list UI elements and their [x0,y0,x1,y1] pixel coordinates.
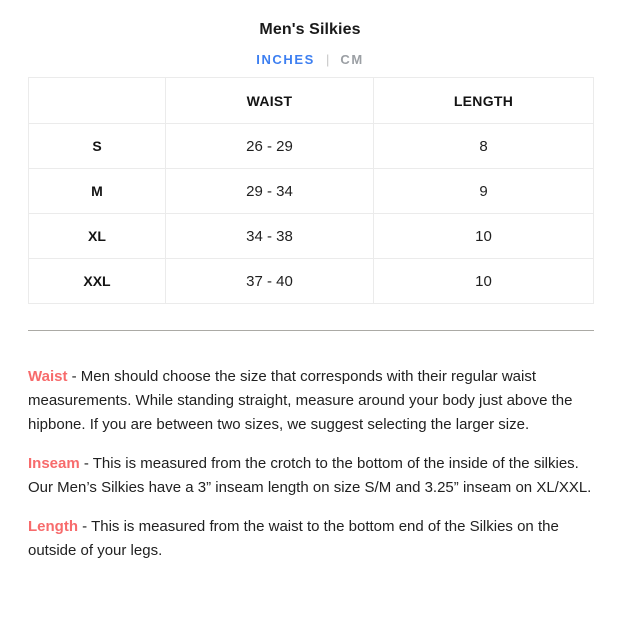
table-header-row [29,78,594,124]
table-row [29,259,594,304]
waist-description [28,365,593,437]
waist-description-text: - Men should choose the size that corresponds with their regular waist measurements. While standing straight, measure around your body just above the hipbone. If you are between two sizes, we suggest selecting the larger size. [28,368,573,433]
unit-tab-cm[interactable]: CM [340,52,364,67]
size-cell: XL [29,214,166,259]
measurement-descriptions [28,365,593,563]
page-title: Men's Silkies [259,21,361,38]
length-description [28,515,593,563]
size-table [28,77,594,304]
length-cell: 9 [374,169,594,214]
length-cell: 10 [374,259,594,304]
table-row [29,169,594,214]
waist-term-label: Waist [28,368,68,385]
unit-toggle-separator: | [325,52,330,67]
header-cell-size [29,78,166,124]
length-term-label: Length [28,518,78,535]
unit-tab-inches[interactable]: INCHES [256,52,315,67]
waist-cell: 37 - 40 [166,259,374,304]
size-cell: XXL [29,259,166,304]
inseam-term-label: Inseam [28,455,80,472]
length-cell: 10 [374,214,594,259]
header-cell-waist: WAIST [166,78,374,124]
section-divider [28,330,594,331]
unit-toggle [0,52,620,67]
header-cell-length: LENGTH [374,78,594,124]
table-row [29,214,594,259]
inseam-description [28,452,593,500]
size-cell: M [29,169,166,214]
inseam-description-text: - This is measured from the crotch to the bottom of the inside of the silkies. Our Men’s Silkies have a 3” inseam length on size S/M and 3.25” inseam on XL/XXL. [28,455,592,496]
table-row [29,124,594,169]
size-cell: S [29,124,166,169]
waist-cell: 34 - 38 [166,214,374,259]
waist-cell: 29 - 34 [166,169,374,214]
waist-cell: 26 - 29 [166,124,374,169]
length-cell: 8 [374,124,594,169]
length-description-text: - This is measured from the waist to the bottom end of the Silkies on the outside of your legs. [28,518,559,559]
